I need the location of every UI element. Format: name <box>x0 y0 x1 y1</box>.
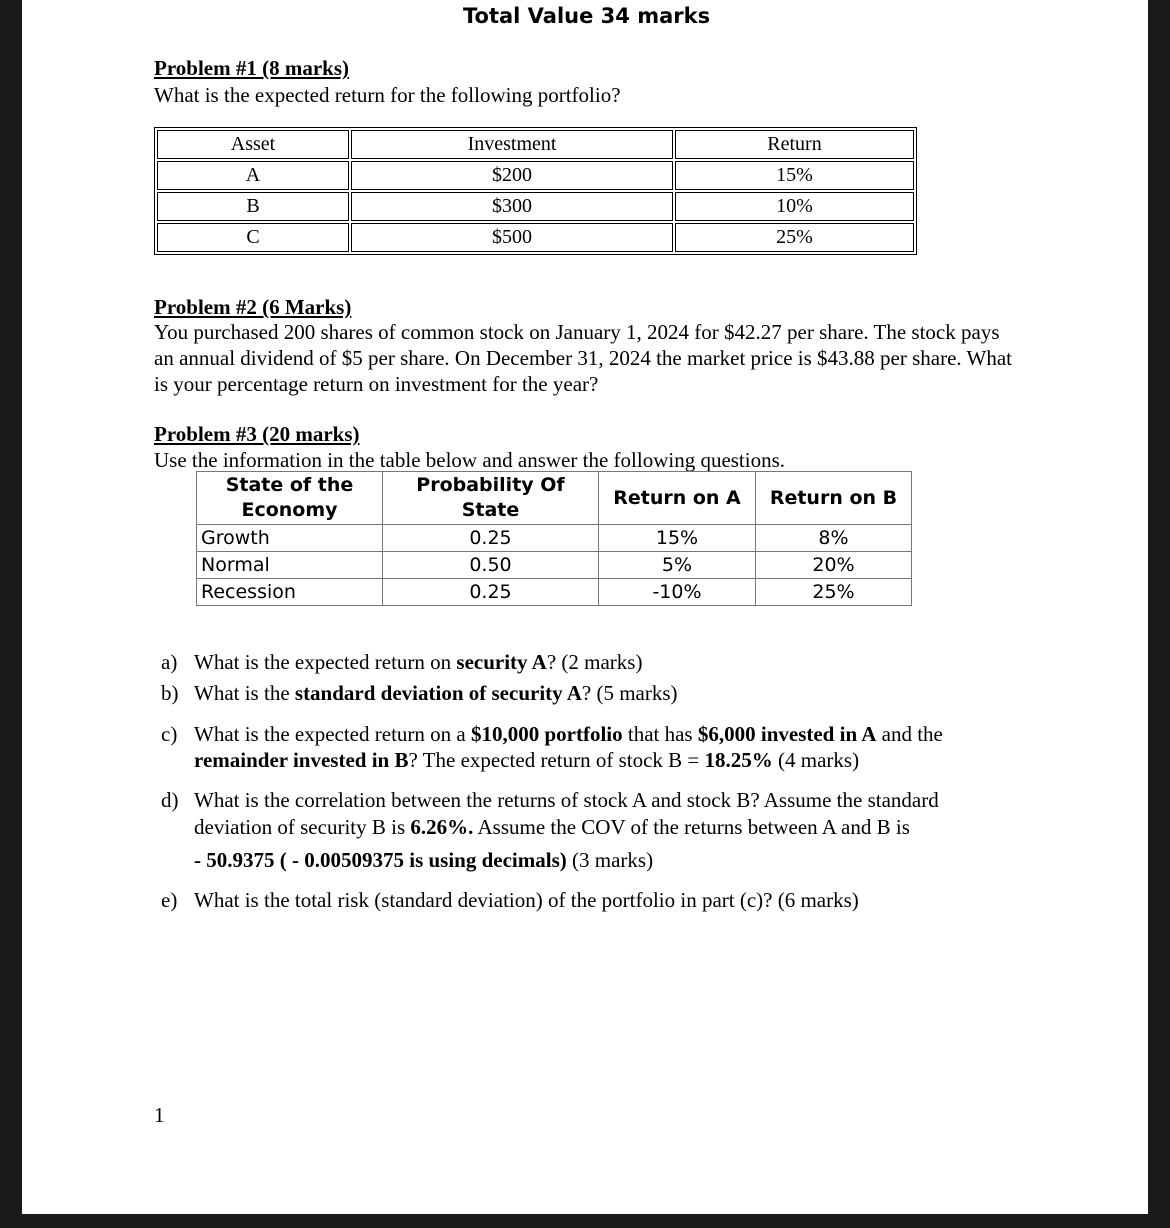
cell-asset: A <box>157 161 349 190</box>
table-row <box>157 192 914 221</box>
header-investment: Investment <box>351 130 673 159</box>
header-return-b: Return on B <box>756 472 912 525</box>
cell-probability: 0.25 <box>383 579 599 606</box>
question-text: What is the total risk (standard deviation) of the portfolio in part (c)? (6 marks) <box>194 888 859 912</box>
page-title: Total Value 34 marks <box>463 4 711 28</box>
question-label: a) <box>161 650 178 674</box>
economy-table <box>196 471 912 606</box>
question-emphasis: standard deviation of security A <box>294 681 582 705</box>
question-label: e) <box>161 888 178 912</box>
cell-return-b: 8% <box>756 525 912 552</box>
cell-state: Recession <box>197 579 383 606</box>
cell-investment: $500 <box>351 223 673 252</box>
question-emphasis: remainder invested in B <box>194 748 409 772</box>
cell-investment: $300 <box>351 192 673 221</box>
table-header-row <box>197 472 912 525</box>
portfolio-table <box>154 127 917 255</box>
question-text: What is the correlation between the returns of stock A and stock B? Assume the standard deviation of security B is <box>194 788 939 839</box>
problem-2-text: You purchased 200 shares of common stock on January 1, 2024 for $42.27 per share. The stock pays an annual dividend of $5 per share. On December 31, 2024 the market price is $43.88 per share. What is your percentage return on investment for the year? <box>154 320 1012 396</box>
cell-asset: C <box>157 223 349 252</box>
cell-probability: 0.25 <box>383 525 599 552</box>
question-text: ? (5 marks) <box>581 681 678 705</box>
cell-return: 25% <box>675 223 914 252</box>
question-text: ? (2 marks) <box>546 650 643 674</box>
question-text: What is the expected return on <box>194 650 457 674</box>
cell-investment: $200 <box>351 161 673 190</box>
question-text: Assume the COV of the returns between A and B is <box>473 815 910 839</box>
problem-3-intro: Use the information in the table below and answer the following questions. <box>154 448 786 472</box>
cell-return: 15% <box>675 161 914 190</box>
cell-state: Growth <box>197 525 383 552</box>
table-header-row <box>157 130 914 159</box>
header-return-a: Return on A <box>599 472 756 525</box>
question-text: What is the <box>194 681 295 705</box>
cell-return: 10% <box>675 192 914 221</box>
page-number: 1 <box>154 1103 165 1127</box>
question-text: that has <box>622 722 698 746</box>
question-emphasis: 18.25% <box>704 748 773 772</box>
cell-return-a: -10% <box>599 579 756 606</box>
table-row <box>197 579 912 606</box>
question-emphasis: $10,000 portfolio <box>470 722 623 746</box>
problem-1-question: What is the expected return for the following portfolio? <box>154 83 621 107</box>
cell-state: Normal <box>197 552 383 579</box>
cell-return-b: 25% <box>756 579 912 606</box>
header-return: Return <box>675 130 914 159</box>
question-label: b) <box>161 681 179 705</box>
question-emphasis: $6,000 invested in A <box>697 722 877 746</box>
header-probability: Probability Of State <box>383 472 599 525</box>
header-asset: Asset <box>157 130 349 159</box>
table-row <box>157 161 914 190</box>
cell-return-b: 20% <box>756 552 912 579</box>
question-text: What is the expected return on a <box>194 722 471 746</box>
question-label: d) <box>161 788 179 812</box>
table-row <box>197 552 912 579</box>
question-text: (4 marks) <box>772 748 860 772</box>
question-text: (3 marks) <box>566 848 654 872</box>
table-row <box>197 525 912 552</box>
header-state: State of the Economy <box>197 472 383 525</box>
cell-return-a: 5% <box>599 552 756 579</box>
cell-return-a: 15% <box>599 525 756 552</box>
question-emphasis: - 50.9375 ( - 0.00509375 is using decimals) <box>194 848 567 872</box>
question-label: c) <box>161 722 178 746</box>
table-row <box>157 223 914 252</box>
question-text: and the <box>876 722 943 746</box>
problem-1-heading: Problem #1 (8 marks) <box>154 56 349 80</box>
problem-3-heading: Problem #3 (20 marks) <box>154 422 360 446</box>
question-text: ? The expected return of stock B = <box>408 748 705 772</box>
cell-asset: B <box>157 192 349 221</box>
document-page <box>22 0 1148 1214</box>
question-emphasis: security A <box>456 650 547 674</box>
question-emphasis: 6.26%. <box>410 815 474 839</box>
cell-probability: 0.50 <box>383 552 599 579</box>
problem-2-heading: Problem #2 (6 Marks) <box>154 295 352 319</box>
